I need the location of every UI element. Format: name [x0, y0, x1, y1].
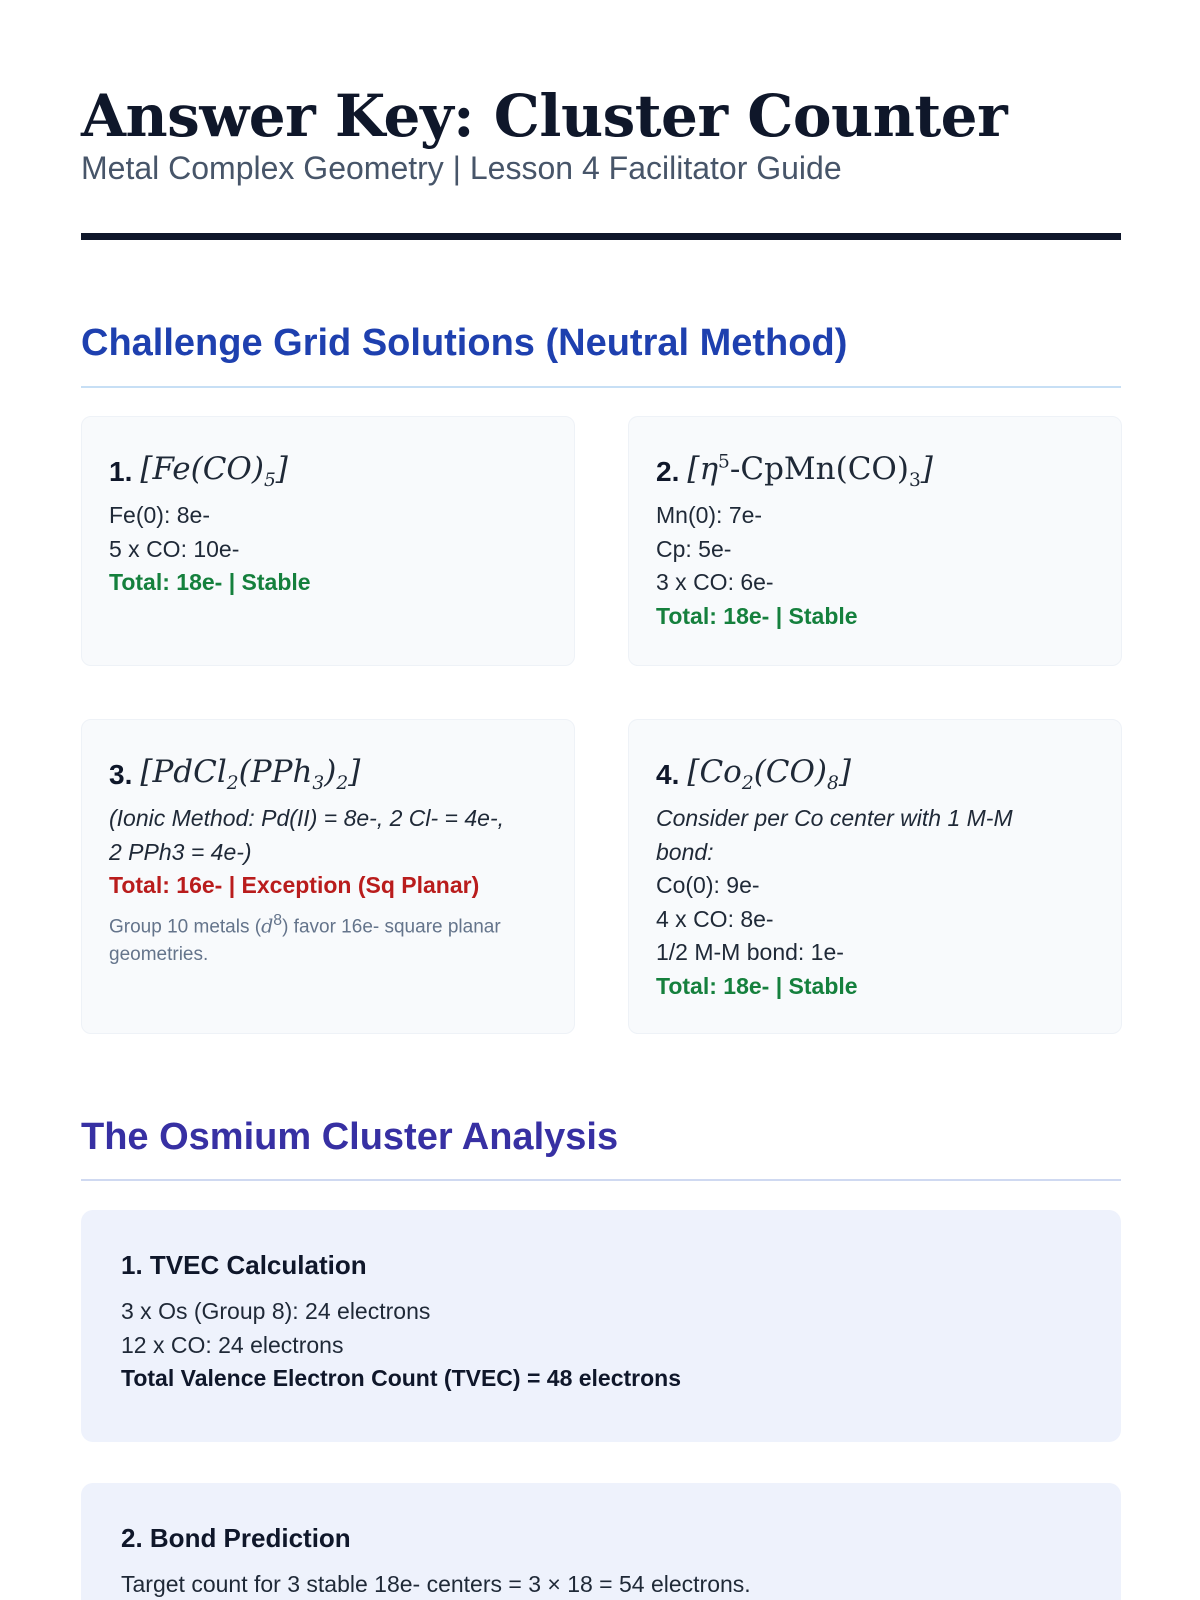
section-divider [81, 386, 1121, 388]
electron-line: 12 x CO: 24 electrons [121, 1331, 344, 1358]
card-header [656, 451, 1095, 499]
card-number: 1. [109, 456, 133, 487]
total-stable: Total: 18e- | Stable [656, 602, 858, 629]
electron-line: Cp: 5e- [656, 535, 732, 562]
solution-card-fe-co5 [81, 416, 575, 666]
electron-line: Fe(0): 8e- [109, 502, 210, 528]
electron-line: 3 x Os (Group 8): 24 electrons [121, 1298, 431, 1324]
electron-line: 1/2 M-M bond: 1e- [656, 939, 844, 965]
panel-title: 2. Bond Prediction [121, 1523, 351, 1553]
ionic-method-note: 2 PPh3 = 4e-) [109, 838, 252, 865]
formula: $[Co_2(CO)_8]$ [687, 754, 851, 795]
card-number: 4. [656, 759, 680, 790]
card-number: 3. [109, 759, 133, 790]
electron-line: 5 x CO: 10e- [109, 535, 240, 562]
osmium-heading: The Osmium Cluster Analysis [81, 1116, 619, 1158]
page-subtitle: Metal Complex Geometry | Lesson 4 Facilitator Guide [81, 150, 842, 186]
electron-line: 3 x CO: 6e- [656, 569, 774, 595]
bond-prediction-panel [81, 1483, 1121, 1600]
method-note: bond: [656, 838, 714, 865]
total-stable: Total: 18e- | Stable [109, 569, 311, 595]
card-header [109, 754, 548, 802]
tvec-total: Total Valence Electron Count (TVEC) = 48 electrons [121, 1365, 682, 1391]
method-note: Consider per Co center with 1 M-M [656, 805, 1013, 831]
formula: $[\eta^5-CpMn(CO)_3]$ [687, 451, 933, 492]
panel-title: 1. TVEC Calculation [121, 1250, 367, 1280]
formula: $[PdCl_2(PPh_3)_2]$ [140, 754, 361, 795]
geometry-note: Group 10 metals $(d^8)$ favor 16e- square planar geometries. [109, 911, 501, 965]
card-number: 2. [656, 456, 680, 487]
challenge-grid-heading: Challenge Grid Solutions (Neutral Method) [81, 322, 848, 364]
electron-line: 4 x CO: 8e- [656, 905, 774, 932]
electron-line: Co(0): 9e- [656, 872, 760, 898]
total-stable: Total: 18e- | Stable [656, 972, 858, 999]
formula: $[Fe(CO)_5]$ [140, 451, 288, 492]
total-exception: Total: 16e- | Exception (Sq Planar) [109, 872, 480, 898]
tvec-panel [81, 1210, 1121, 1442]
solution-card-co2-co8 [628, 719, 1122, 1034]
section-divider [81, 1179, 1121, 1181]
page-title: Answer Key: Cluster Counter [81, 82, 1008, 150]
card-header [109, 451, 548, 499]
card-header [656, 754, 1095, 802]
electron-line: Mn(0): 7e- [656, 502, 763, 528]
solution-card-cpmn-co3 [628, 416, 1122, 666]
title-divider [81, 233, 1121, 240]
solution-card-pdcl2-pph3 [81, 719, 575, 1034]
electron-line: Target count for 3 stable 18e- centers = 3 × 18 = 54 electrons. [121, 1571, 751, 1597]
ionic-method-note: (Ionic Method: Pd(II) = 8e-, 2 Cl- = 4e-, [109, 805, 504, 831]
